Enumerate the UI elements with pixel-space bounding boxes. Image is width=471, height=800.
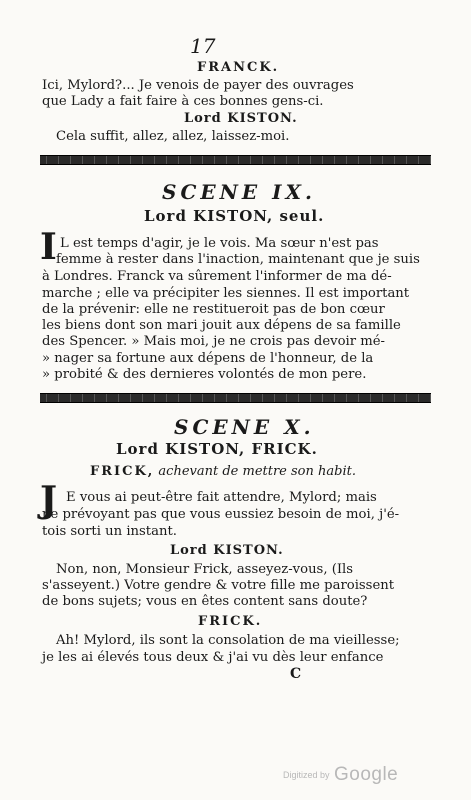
scene-characters: Lord KISTON, FRICK. [116,440,318,458]
ornament-divider [40,155,431,165]
text-line: Ah! Mylord, ils sont la consolation de ma vieillesse; [56,633,400,648]
text-line: marche ; elle va précipiter les siennes. Il est important [42,286,410,301]
direction-speaker: FRICK, [90,464,155,479]
ornament-divider [40,393,431,403]
page-number: 17 [190,34,216,58]
text-line: Non, non, Monsieur Frick, asseyez-vous, (Ils [56,562,354,577]
text-line: de la prévenir: elle ne restitueroit pas de bon cœur [42,302,385,317]
text-line: tois sorti un instant. [42,524,177,539]
scene-title: SCENE X. [174,415,315,439]
google-logo-text: Google [333,764,399,785]
text-line: les biens dont son mari jouit aux dépens de sa famille [42,318,401,333]
text-line: ne prévoyant pas que vous eussiez besoin de moi, j'é- [42,507,400,522]
text-line: » nager sa fortune aux dépens de l'honneur, de la [42,351,374,366]
text-line: de bons sujets; vous en êtes content sans doute? [42,594,368,609]
text-line: femme à rester dans l'inaction, maintenant que je suis [56,252,420,267]
text-line: Ici, Mylord?... Je venois de payer des ouvrages [42,78,354,93]
scene-title: SCENE IX. [162,180,316,204]
signature-mark: C [290,666,302,682]
speaker-frick: FRICK. [198,614,263,629]
digitized-by-google-watermark [283,764,398,786]
speaker-kiston: Lord KISTON. [184,111,298,126]
text-line: s'asseyent.) Votre gendre & votre fille me paroissent [42,578,395,593]
speaker-kiston: Lord KISTON. [170,543,284,558]
text-line: » probité & des dernieres volontés de mon pere. [42,367,367,382]
text-line: je les ai élevés tous deux & j'ai vu dès leur enfance [42,650,384,665]
text-line: Cela suffit, allez, allez, laissez-moi. [56,129,290,144]
stage-direction [90,464,356,479]
text-line: E vous ai peut-être fait attendre, Mylord; mais [66,490,377,505]
drop-cap: I [40,226,57,268]
drop-cap: J [40,479,58,521]
text-line: L est temps d'agir, je le vois. Ma sœur n'est pas [60,236,379,251]
text-line: à Londres. Franck va sûrement l'informer de ma dé- [42,269,392,284]
direction-text: achevant de mettre son habit. [154,464,356,479]
watermark-small-text: Digitized by [283,770,330,780]
scene-characters: Lord KISTON, seul. [144,207,325,225]
text-line: que Lady a fait faire à ces bonnes gens-ci. [42,94,324,109]
text-line: des Spencer. » Mais moi, je ne crois pas devoir mé- [42,334,386,349]
speaker-franck: FRANCK. [197,60,280,75]
